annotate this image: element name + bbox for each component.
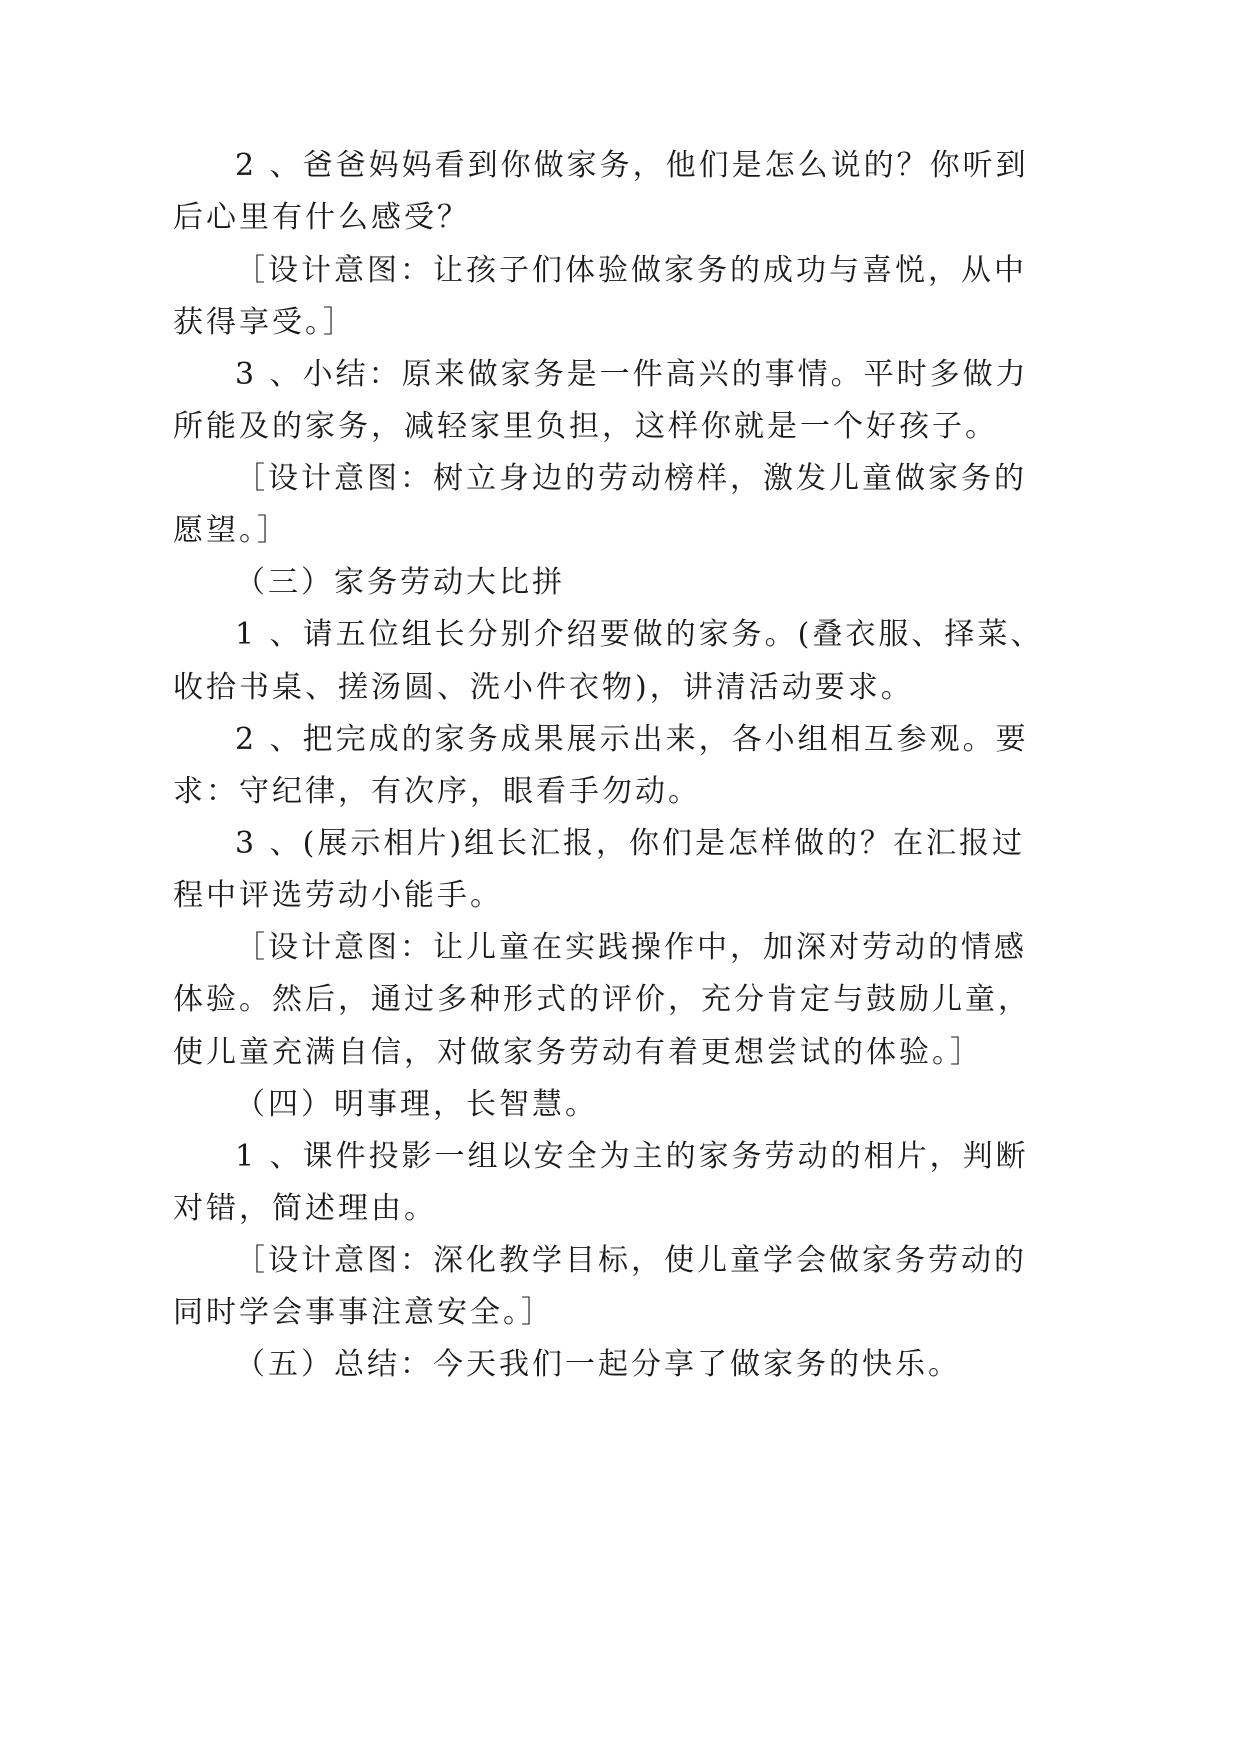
text-line-14: 3 、(展示相片)组长汇报，你们是怎样做的？在汇报过 <box>235 826 1026 861</box>
text-line-20: 1 、课件投影一组以安全为主的家务劳动的相片，判断 <box>235 1139 1029 1174</box>
text-line-22: ［设计意图：深化教学目标，使儿童学会做家务劳动的 <box>235 1243 1027 1278</box>
text-line-15: 程中评选劳动小能手。 <box>173 878 503 913</box>
text-line-6: 所能及的家务，减轻家里负担，这样你就是一个好孩子。 <box>173 409 998 444</box>
section-heading-5: （五）总结：今天我们一起分享了做家务的快乐。 <box>235 1347 961 1382</box>
text-line-12: 2 、把完成的家务成果展示出来，各小组相互参观。要 <box>235 722 1029 757</box>
text-line-2: 后心里有什么感受？ <box>173 200 470 235</box>
text-line-10: 1 、请五位组长分别介绍要做的家务。(叠衣服、择菜、 <box>235 617 1044 652</box>
text-line-21: 对错，简述理由。 <box>173 1191 437 1226</box>
text-line-4: 获得享受。］ <box>173 305 356 340</box>
text-line-8: 愿望。］ <box>173 513 290 548</box>
text-line-1: 2 、爸爸妈妈看到你做家务，他们是怎么说的？你听到 <box>235 148 1029 183</box>
section-heading-4: （四）明事理，长智慧。 <box>235 1087 598 1122</box>
text-line-18: 使儿童充满自信，对做家务劳动有着更想尝试的体验。］ <box>173 1035 983 1070</box>
text-line-17: 体验。然后，通过多种形式的评价，充分肯定与鼓励儿童， <box>173 982 1031 1017</box>
text-line-13: 求：守纪律，有次序，眼看手勿动。 <box>173 774 701 809</box>
text-line-16: ［设计意图：让儿童在实践操作中，加深对劳动的情感 <box>235 930 1027 965</box>
text-line-5: 3 、小结：原来做家务是一件高兴的事情。平时多做力 <box>235 357 1029 392</box>
text-line-3: ［设计意图：让孩子们体验做家务的成功与喜悦，从中 <box>235 253 1027 288</box>
text-line-23: 同时学会事事注意安全。］ <box>173 1295 554 1330</box>
text-line-11: 收拾书桌、搓汤圆、洗小件衣物)，讲清活动要求。 <box>173 670 914 705</box>
section-heading-3: （三）家务劳动大比拼 <box>235 565 565 600</box>
text-line-7: ［设计意图：树立身边的劳动榜样，激发儿童做家务的 <box>235 461 1027 496</box>
